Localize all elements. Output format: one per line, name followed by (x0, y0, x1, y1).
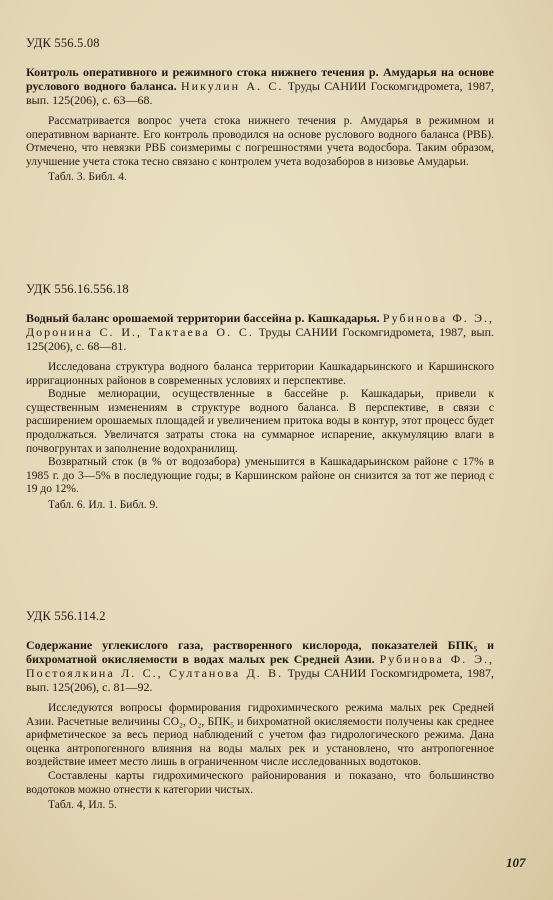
reference (26, 311, 494, 353)
abstract-text (26, 115, 494, 169)
entry-authors: Рубинова Ф. Э., Доронина С. И., Тактаева О. С. (26, 311, 495, 339)
abstract-entry-3 (26, 609, 494, 812)
entry-title: Содержание углекислого газа, растворенного кислорода, показателей БПК₅ и бихроматной окисляемости в водах малых рек Средней Азии. (26, 638, 494, 666)
abstract-paragraph: Исследуются вопросы формирования гидрохимического режима малых рек Средней Азии. Расчетные величины CO₂, O₂, БПК₅ и бихроматной окисляемости получены как среднее арифметическое за весь период наблюдений с учетом фаз гидрологического режима. Дана оценка антропогенного влияния на воды малых рек и установлено, что антропогенное воздействие имеет место лишь в ограниченном числе исследованных водотоков. (26, 702, 494, 769)
reference (26, 65, 494, 107)
entry-authors: Никулин А. С. (180, 79, 284, 93)
entry-authors: Рубинова Ф. Э., Постоялкина Л. С., Султанова Д. В. (26, 652, 495, 680)
udc-code: УДК 556.5.08 (26, 36, 100, 50)
entry-source: Труды САНИИ Госкомгидромета, 1987, вып. 125(206), с. 63—68. (26, 79, 494, 107)
entry-title: Контроль оперативного и режимного стока нижнего течения р. Амударья на основе руслового водного баланса. (26, 65, 494, 93)
tables-bibliography: Табл. 3. Библ. 4. (48, 171, 127, 184)
udc-code: УДК 556.114.2 (26, 609, 106, 623)
entry-source: Труды САНИИ Госкомгидромета, 1987, вып. 125(206), с. 68—81. (26, 325, 494, 353)
abstract-paragraph: Рассматривается вопрос учета стока нижнего течения р. Амударья в режимном и оперативном варианте. Его контроль проводился на основе руслового водного баланса (РВБ). Отмечено, что невязки РВБ соизмеримы с погрешностями учета водосбора. Таким образом, улучшение учета стока тесно связано с контролем учета водозаборов в низовье Амударьи. (26, 115, 494, 168)
entry-title: Водный баланс орошаемой территории бассейна р. Кашкадарья. (26, 311, 380, 325)
udc-code: УДК 556.16.556.18 (26, 282, 129, 296)
abstract-paragraph: Возвратный сток (в % от водозабора) уменьшится в Кашкадарьинском районе с 17% в 1985 г. до 3—5% в последующие годы; в Каршинском районе он снизится за тот же период с 19 до 12%. (26, 456, 494, 496)
abstract-paragraph: Водные мелиорации, осуществленные в бассейне р. Кашкадарьи, привели к существенным изменениям в структуре водного баланса. В перспективе, в связи с расширением орошаемых площадей и увеличением притока воды в контур, этот процесс будет продолжаться. Увеличатся затраты стока на суммарное испарение, аккумуляцию влаги в почвогрунтах и заполнение водохранилищ. (26, 388, 494, 455)
abstract-entry-2 (26, 282, 494, 512)
abstract-paragraph: Исследована структура водного баланса территории Кашкадарьинского и Каршинского ирригационных районов в современных условиях и перспективе. (26, 361, 494, 387)
abstract-paragraph: Составлены карты гидрохимического районирования и показано, что большинство водотоков можно отнести к категории чистых. (26, 769, 494, 796)
reference (26, 638, 494, 694)
tables-bibliography: Табл. 4, Ил. 5. (48, 799, 117, 812)
abstract-text (26, 702, 494, 797)
abstract-entry-1 (26, 36, 494, 184)
entry-source: Труды САНИИ Госкомгидромета, 1987, вып. 125(206), с. 81—92. (26, 666, 494, 694)
tables-bibliography: Табл. 6. Ил. 1. Библ. 9. (48, 498, 159, 511)
abstract-text (26, 361, 494, 497)
page-number: 107 (506, 855, 526, 870)
